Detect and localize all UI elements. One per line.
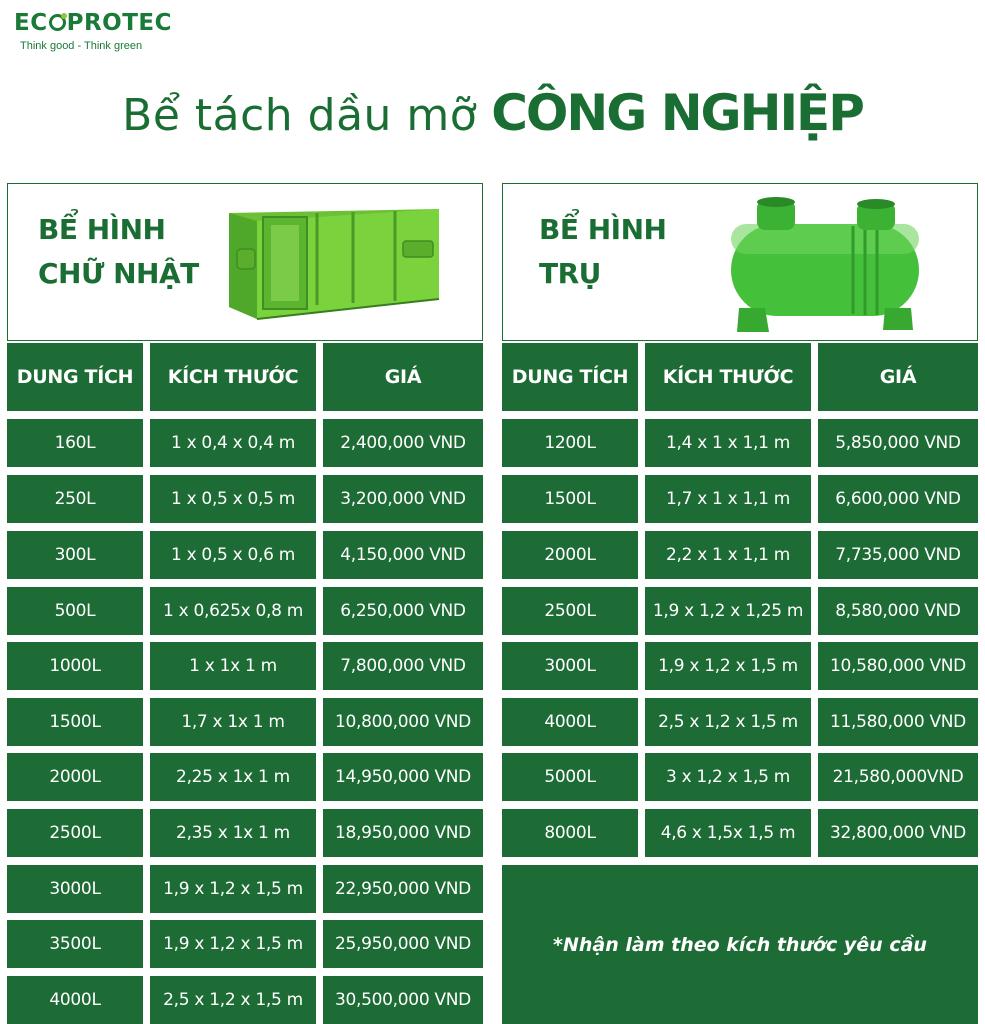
table-cell-price: 30,500,000 VND bbox=[323, 976, 483, 1024]
table-cell-size: 1,9 x 1,2 x 1,5 m bbox=[150, 920, 316, 968]
table-cell-price: 4,150,000 VND bbox=[323, 531, 483, 579]
table-cell-capacity: 8000L bbox=[502, 809, 638, 857]
table-cell-capacity: 1500L bbox=[7, 698, 143, 746]
card-title-line2: CHỮ NHẬT bbox=[38, 257, 199, 290]
table-cell-capacity: 3500L bbox=[7, 920, 143, 968]
rectangular-tank-title bbox=[38, 208, 199, 296]
table-cell-capacity: 1500L bbox=[502, 475, 638, 523]
table-cell-price: 6,600,000 VND bbox=[818, 475, 978, 523]
table-cell-capacity: 250L bbox=[7, 475, 143, 523]
table-cell-size: 2,35 x 1x 1 m bbox=[150, 809, 316, 857]
table-cell-price: 18,950,000 VND bbox=[323, 809, 483, 857]
table-cell-size: 1,4 x 1 x 1,1 m bbox=[645, 419, 811, 467]
brand-logo bbox=[14, 10, 172, 52]
card-title-line2: TRỤ bbox=[539, 257, 601, 290]
table-cell-size: 1 x 0,5 x 0,5 m bbox=[150, 475, 316, 523]
card-title-line1: BỂ HÌNH bbox=[38, 213, 166, 246]
table-cell-capacity: 4000L bbox=[502, 698, 638, 746]
table-cell-capacity: 160L bbox=[7, 419, 143, 467]
table-cell-size: 1,7 x 1x 1 m bbox=[150, 698, 316, 746]
table-cell-size: 1 x 0,4 x 0,4 m bbox=[150, 419, 316, 467]
card-title-line1: BỂ HÌNH bbox=[539, 213, 667, 246]
table-cell-price: 10,580,000 VND bbox=[818, 642, 978, 690]
table-cell-size: 1,7 x 1 x 1,1 m bbox=[645, 475, 811, 523]
table-cell-capacity: 500L bbox=[7, 587, 143, 635]
table-cell-size: 2,2 x 1 x 1,1 m bbox=[645, 531, 811, 579]
rectangular-tank-icon bbox=[223, 199, 445, 325]
table-cell-size: 1,9 x 1,2 x 1,5 m bbox=[645, 642, 811, 690]
table-cell-size: 1,9 x 1,2 x 1,25 m bbox=[645, 587, 811, 635]
title-bold: CÔNG NGHIỆP bbox=[491, 84, 863, 142]
cylindrical-tank-card bbox=[502, 183, 978, 341]
table-cell-price: 5,850,000 VND bbox=[818, 419, 978, 467]
table-cell-capacity: 3000L bbox=[7, 865, 143, 913]
table-cell-capacity: 3000L bbox=[502, 642, 638, 690]
table-cell-capacity: 300L bbox=[7, 531, 143, 579]
col-capacity-header: DUNG TÍCH bbox=[502, 343, 638, 411]
table-cell-price: 14,950,000 VND bbox=[323, 753, 483, 801]
table-cell-capacity: 5000L bbox=[502, 753, 638, 801]
table-cell-price: 21,580,000VND bbox=[818, 753, 978, 801]
table-cell-capacity: 2500L bbox=[7, 809, 143, 857]
table-cell-size: 2,25 x 1x 1 m bbox=[150, 753, 316, 801]
table-cell-price: 25,950,000 VND bbox=[323, 920, 483, 968]
table-cell-price: 11,580,000 VND bbox=[818, 698, 978, 746]
table-cell-price: 8,580,000 VND bbox=[818, 587, 978, 635]
cylindrical-tank-title bbox=[539, 208, 666, 296]
title-thin: Bể tách dầu mỡ bbox=[122, 90, 478, 141]
table-cell-size: 4,6 x 1,5x 1,5 m bbox=[645, 809, 811, 857]
table-cell-price: 6,250,000 VND bbox=[323, 587, 483, 635]
table-cell-size: 1,9 x 1,2 x 1,5 m bbox=[150, 865, 316, 913]
table-cell-price: 2,400,000 VND bbox=[323, 419, 483, 467]
table-cell-price: 7,735,000 VND bbox=[818, 531, 978, 579]
table-cell-price: 10,800,000 VND bbox=[323, 698, 483, 746]
table-cell-capacity: 2500L bbox=[502, 587, 638, 635]
cylindrical-tank-icon bbox=[725, 196, 925, 336]
table-cell-size: 2,5 x 1,2 x 1,5 m bbox=[150, 976, 316, 1024]
table-cell-size: 1 x 1x 1 m bbox=[150, 642, 316, 690]
table-cell-price: 32,800,000 VND bbox=[818, 809, 978, 857]
rectangular-tank-card bbox=[7, 183, 483, 341]
table-cell-capacity: 2000L bbox=[502, 531, 638, 579]
table-cell-size: 3 x 1,2 x 1,5 m bbox=[645, 753, 811, 801]
col-size-header: KÍCH THƯỚC bbox=[150, 343, 316, 411]
table-cell-capacity: 1200L bbox=[502, 419, 638, 467]
page-title bbox=[0, 84, 985, 142]
table-cell-capacity: 2000L bbox=[7, 753, 143, 801]
col-size-header: KÍCH THƯỚC bbox=[645, 343, 811, 411]
col-price-header: GIÁ bbox=[323, 343, 483, 411]
table-cell-capacity: 4000L bbox=[7, 976, 143, 1024]
table-cell-size: 2,5 x 1,2 x 1,5 m bbox=[645, 698, 811, 746]
col-price-header: GIÁ bbox=[818, 343, 978, 411]
table-cell-price: 3,200,000 VND bbox=[323, 475, 483, 523]
table-cell-capacity: 1000L bbox=[7, 642, 143, 690]
brand-tagline: Think good - Think green bbox=[20, 40, 143, 52]
logo-leaf-icon bbox=[49, 14, 66, 31]
table-cell-price: 7,800,000 VND bbox=[323, 642, 483, 690]
table-cell-price: 22,950,000 VND bbox=[323, 865, 483, 913]
table-cell-size: 1 x 0,5 x 0,6 m bbox=[150, 531, 316, 579]
table-cell-size: 1 x 0,625x 0,8 m bbox=[150, 587, 316, 635]
brand-name: EC PROTEC bbox=[14, 10, 172, 36]
custom-size-note: *Nhận làm theo kích thước yêu cầu bbox=[502, 865, 978, 1024]
col-capacity-header: DUNG TÍCH bbox=[7, 343, 143, 411]
